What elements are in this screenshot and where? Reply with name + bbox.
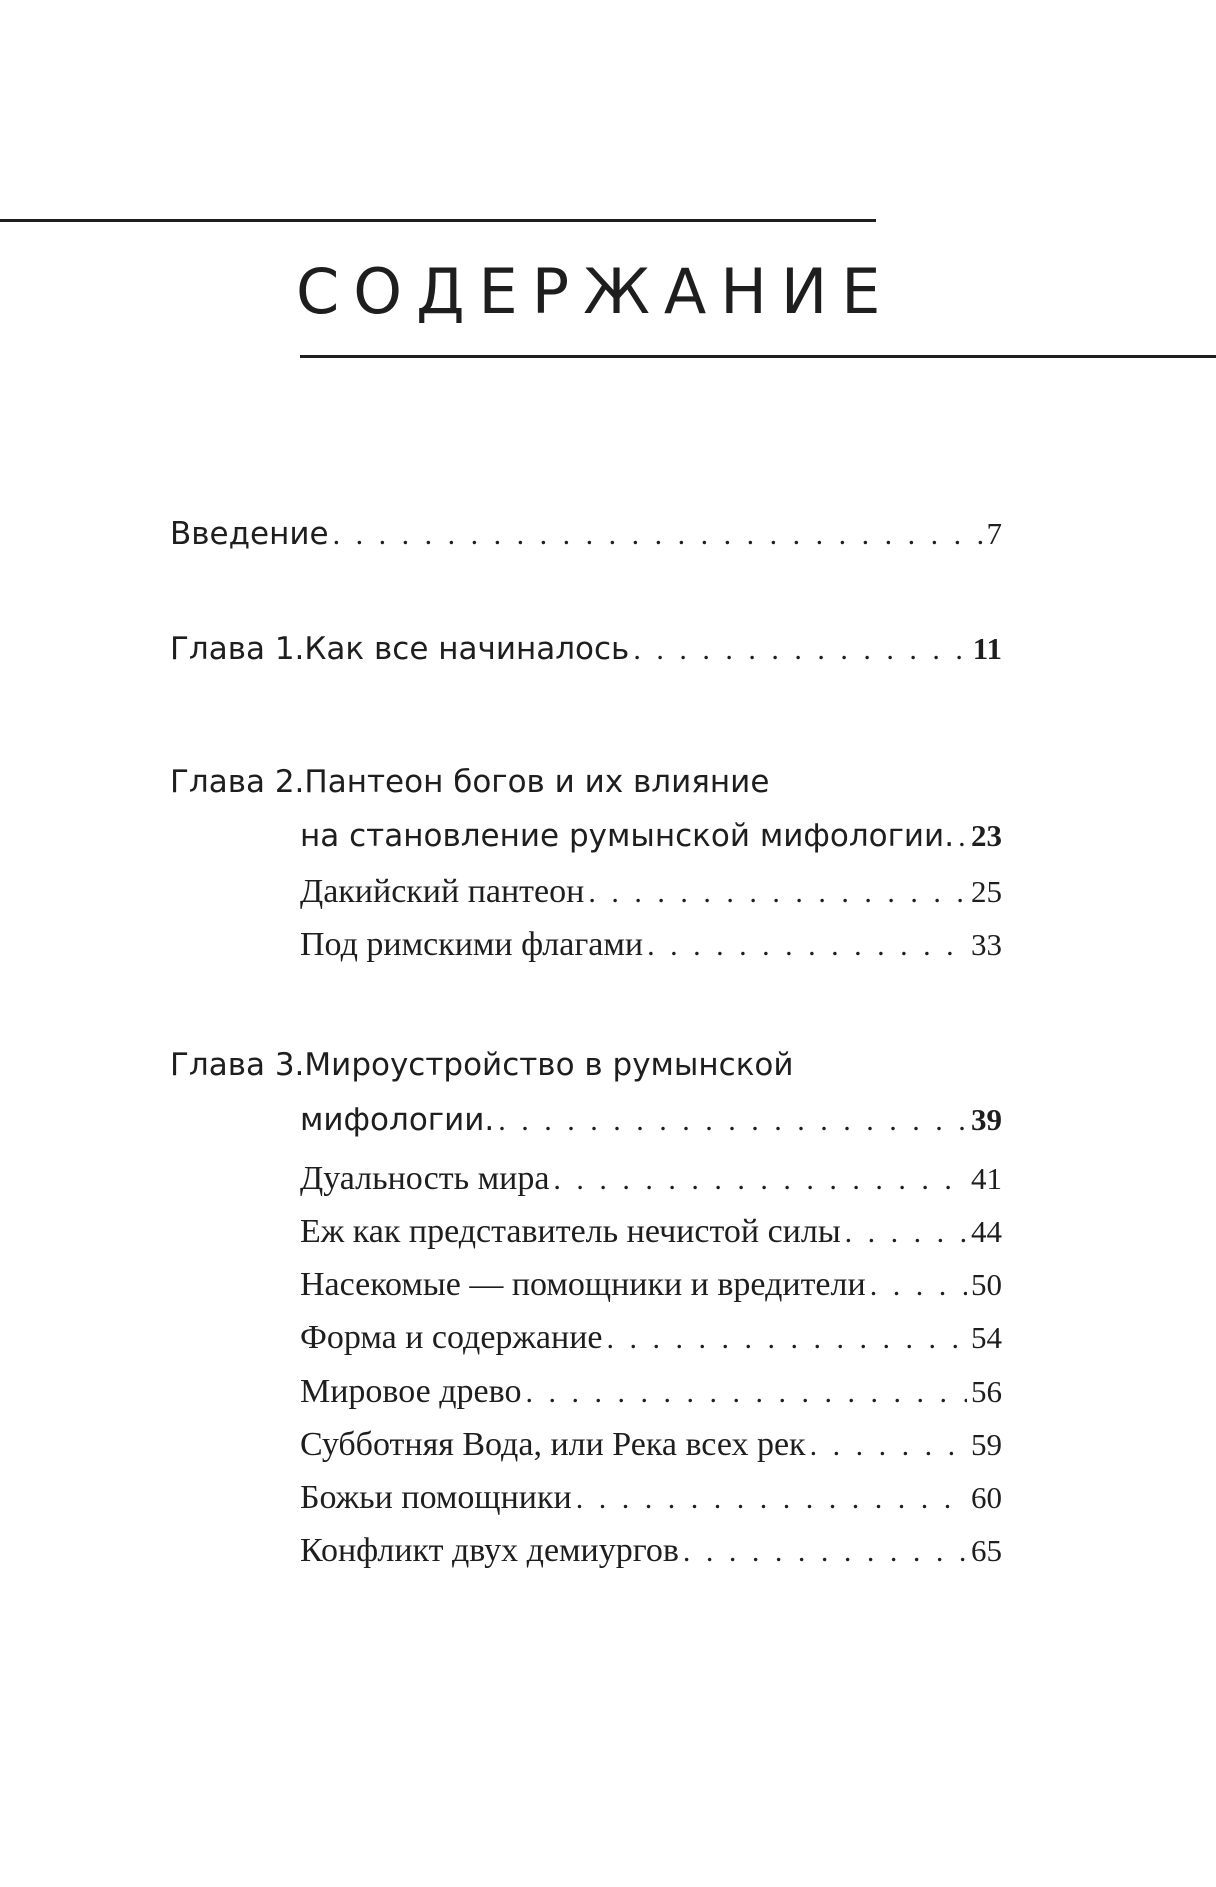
toc-page-number: 56 — [971, 1374, 1002, 1409]
toc-page-number: 39 — [971, 1102, 1002, 1137]
toc-page-number: 11 — [972, 631, 1002, 666]
toc-section — [300, 1532, 1002, 1588]
dot-leader — [333, 518, 983, 552]
toc-entry-title: Мироустройство в румынской — [304, 1047, 794, 1083]
toc-section — [300, 1213, 1002, 1269]
toc-page-number: 25 — [971, 874, 1002, 909]
toc-section-title: Конфликт двух демиургов — [300, 1532, 679, 1569]
dot-leader — [553, 1163, 967, 1197]
page-title: СОДЕРЖАНИЕ — [296, 255, 895, 328]
toc-section-title: Мировое древо — [300, 1373, 522, 1410]
dot-leader — [576, 1482, 967, 1516]
chapter-prefix: Глава 1. — [170, 631, 305, 667]
toc-entry-chapter-2-line1 — [170, 764, 769, 820]
toc-section-title: Форма и содержание — [300, 1319, 603, 1356]
dot-leader — [647, 929, 967, 963]
toc-page-number: 50 — [971, 1267, 1002, 1302]
toc-page-number: 44 — [971, 1214, 1002, 1249]
toc-entry-title: Введение — [170, 516, 329, 552]
toc-section — [300, 873, 1002, 929]
toc-page-number: 23 — [971, 818, 1002, 853]
top-rule — [0, 219, 876, 222]
toc-section — [300, 1479, 1002, 1535]
dot-leader — [588, 876, 967, 910]
toc-entry-intro — [170, 516, 1002, 572]
chapter-prefix: Глава 3. — [170, 1047, 305, 1083]
toc-page-number: 59 — [971, 1427, 1002, 1462]
toc-section — [300, 1319, 1002, 1375]
toc-page-number: 33 — [971, 927, 1002, 962]
dot-leader — [958, 820, 967, 854]
toc-entry-title-continued: мифологии. — [300, 1102, 495, 1138]
toc-entry-chapter-3-line1 — [170, 1047, 794, 1103]
toc-entry-chapter-3-line2 — [300, 1102, 1002, 1158]
toc-entry-title: Как все начиналось — [304, 631, 630, 667]
toc-section-title: Дуальность мира — [300, 1160, 550, 1197]
dot-leader — [633, 633, 968, 667]
dot-leader — [525, 1376, 967, 1410]
toc-section — [300, 926, 1002, 982]
toc-page-number: 54 — [971, 1320, 1002, 1355]
dot-leader — [845, 1216, 967, 1250]
toc-page-number: 60 — [971, 1480, 1002, 1515]
toc-section-title: Под римскими флагами — [300, 926, 644, 963]
toc-section-title: Дакийский пантеон — [300, 873, 585, 910]
toc-section — [300, 1160, 1002, 1216]
toc-entry-chapter-1 — [170, 631, 1002, 687]
toc-page-number: 41 — [971, 1161, 1002, 1196]
bottom-rule — [300, 355, 1216, 358]
toc-section — [300, 1373, 1002, 1429]
chapter-prefix: Глава 2. — [170, 764, 305, 800]
toc-section — [300, 1426, 1002, 1482]
dot-leader — [498, 1104, 967, 1138]
toc-page-number: 7 — [986, 516, 1002, 551]
toc-section-title: Насекомые — помощники и вредители — [300, 1266, 866, 1303]
dot-leader — [870, 1269, 967, 1303]
dot-leader — [606, 1322, 967, 1356]
dot-leader — [683, 1535, 967, 1569]
toc-section-title: Божьи помощники — [300, 1479, 572, 1516]
toc-entry-title: Пантеон богов и их влияние — [304, 764, 770, 800]
toc-entry-title-continued: на становление румынской мифологии. — [300, 818, 955, 854]
toc-section — [300, 1266, 1002, 1322]
toc-page-number: 65 — [971, 1533, 1002, 1568]
dot-leader — [810, 1429, 967, 1463]
toc-entry-chapter-2-line2 — [300, 818, 1002, 874]
toc-section-title: Субботняя Вода, или Река всех рек — [300, 1426, 806, 1463]
toc-section-title: Еж как представитель нечистой силы — [300, 1213, 841, 1250]
